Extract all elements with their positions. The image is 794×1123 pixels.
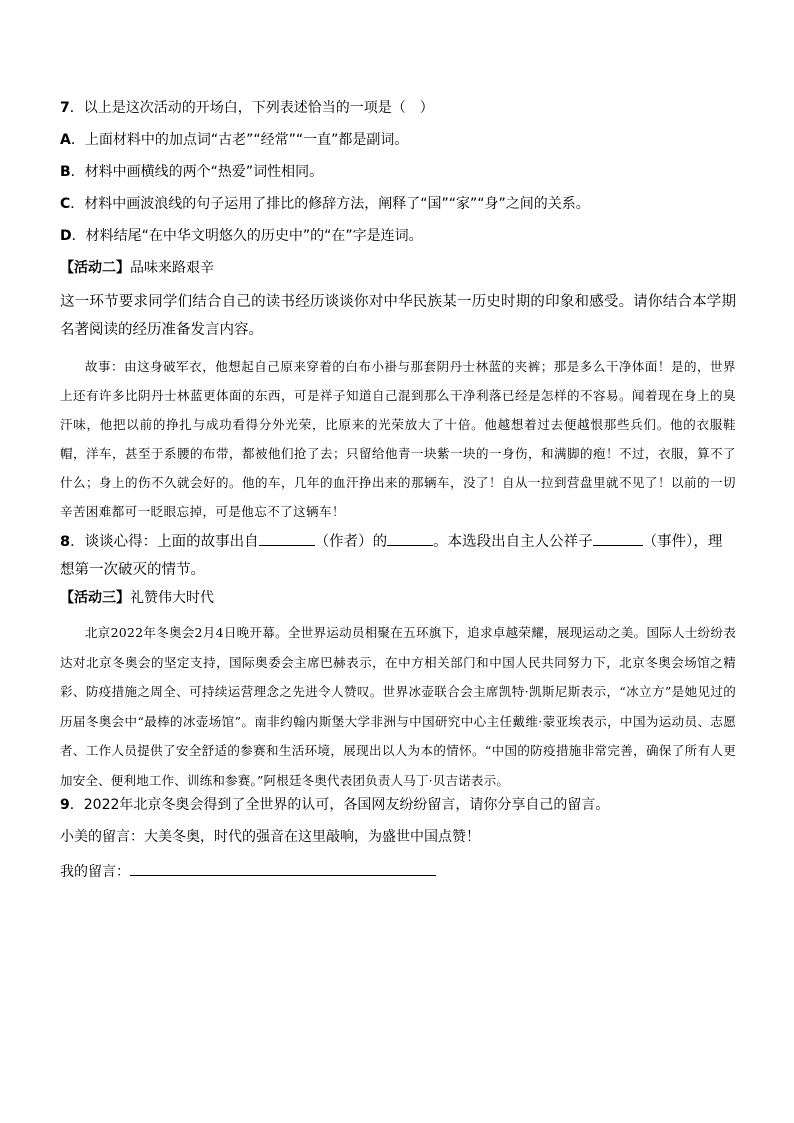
activity-title: 品味来路艰辛 bbox=[130, 260, 214, 276]
story-passage: 故事：由这身破军衣，他想起自己原来穿着的白布小褂与那套阴丹士林蓝的夹裤；那是多么干净体面！是的，世界上还有许多比阴丹士林蓝更体面的东西，可是祥子知道自己混到那么干净利落已经是怎样的不容易。闻着现在身上的臭汗味，他把以前的挣扎与成功看得分外光荣，比原来的光荣放大了十倍。他越想着过去便越恨那些兵们。他的衣服鞋帽，洋车，甚至于系腰的布带，都被他们抢了去；只留给他青一块紫一块的一身伤，和满脚的疱！不过，衣服，算不了什么；身上的伤不久就会好的。他的车，几年的血汗挣出来的那辆车，没了！自从一拉到营盘里就不见了！以前的一切辛苦困难都可一眨眼忘掉，可是他忘不了这辆车！ bbox=[60, 359, 736, 519]
question-number: 9 bbox=[60, 797, 70, 813]
question-9 bbox=[60, 797, 736, 813]
option-letter: C bbox=[60, 196, 71, 212]
option-text: ．材料中画横线的两个“热爱”词性相同。 bbox=[70, 164, 324, 180]
activity-label: 【活动三】 bbox=[60, 590, 130, 606]
question-text: ．谈谈心得：上面的故事出自 bbox=[70, 534, 259, 550]
author-blank[interactable] bbox=[259, 531, 315, 546]
activity-3-heading bbox=[60, 590, 736, 606]
xiaomei-message: 小美的留言：大美冬奥，时代的强音在这里敲响，为盛世中国点赞！ bbox=[60, 829, 480, 845]
option-c bbox=[60, 196, 736, 212]
my-message-row bbox=[60, 861, 736, 880]
option-letter: B bbox=[60, 164, 71, 180]
olympics-passage: 北京2022年冬奥会2月4日晚开幕。全世界运动员相聚在五环旗下，追求卓越荣耀，展现运动之美。国际人士纷纷表达对北京冬奥会的坚定支持，国际奥委会主席巴赫表示，在中方相关部门和中国人民共同努力下，北京冬奥会场馆之精彩、防疫措施之周全、可持续运营理念之先进令人赞叹。世界冰壶联合会主席凯特·凯斯尼斯表示，“冰立方”是她见过的历届冬奥会中“最棒的冰壶场馆”。南非约翰内斯堡大学非洲与中国研究中心主任戴维·蒙亚埃表示，中国为运动员、志愿者、工作人员提供了安全舒适的参赛和生活环境，展现出以人为本的情怀。“中国的防疫措施非常完善，确保了所有人更加安全、便利地工作、训练和参赛。”阿根廷冬奥代表团负责人马丁·贝吉诺表示。 bbox=[60, 625, 736, 788]
question-text: （作者）的 bbox=[314, 534, 388, 550]
option-text: ．材料结尾“在中华文明悠久的历史中”的“在”字是连词。 bbox=[71, 228, 423, 244]
book-blank[interactable] bbox=[387, 531, 433, 546]
question-7 bbox=[60, 100, 736, 116]
my-message-blank[interactable] bbox=[130, 861, 436, 876]
question-number: 8 bbox=[60, 534, 71, 550]
activity-label: 【活动二】 bbox=[60, 260, 130, 276]
question-8 bbox=[60, 528, 736, 584]
option-d bbox=[60, 228, 736, 244]
activity-2-heading bbox=[60, 260, 736, 276]
option-letter: D bbox=[60, 228, 72, 244]
option-text: ．材料中画波浪线的句子运用了排比的修辞方法，阐释了“国”“家”“身”之间的关系。 bbox=[70, 196, 590, 212]
question-stem: ．2022年北京冬奥会得到了全世界的认可，各国网友纷纷留言，请你分享自己的留言。 bbox=[69, 797, 610, 813]
question-text: （事件），理想第一次破灭的情节。 bbox=[60, 534, 723, 578]
activity-2-intro: 这一环节要求同学们结合自己的读书经历谈谈你对中华民族某一历史时期的印象和感受。请你结合本学期名著阅读的经历准备发言内容。 bbox=[60, 294, 736, 338]
document-page bbox=[60, 100, 736, 880]
option-b bbox=[60, 164, 736, 180]
option-letter: A bbox=[60, 132, 71, 148]
question-stem: ．以上是这次活动的开场白，下列表述恰当的一项是（ ） bbox=[69, 100, 434, 116]
question-number: 7 bbox=[60, 100, 70, 116]
event-blank[interactable] bbox=[593, 531, 643, 546]
option-text: ．上面材料中的加点词“古老”“经常”“一直”都是副词。 bbox=[70, 132, 409, 148]
my-message-label: 我的留言： bbox=[60, 864, 130, 880]
activity-title: 礼赞伟大时代 bbox=[130, 590, 214, 606]
question-text: 。本选段出自主人公祥子 bbox=[433, 534, 593, 550]
option-a bbox=[60, 132, 736, 148]
